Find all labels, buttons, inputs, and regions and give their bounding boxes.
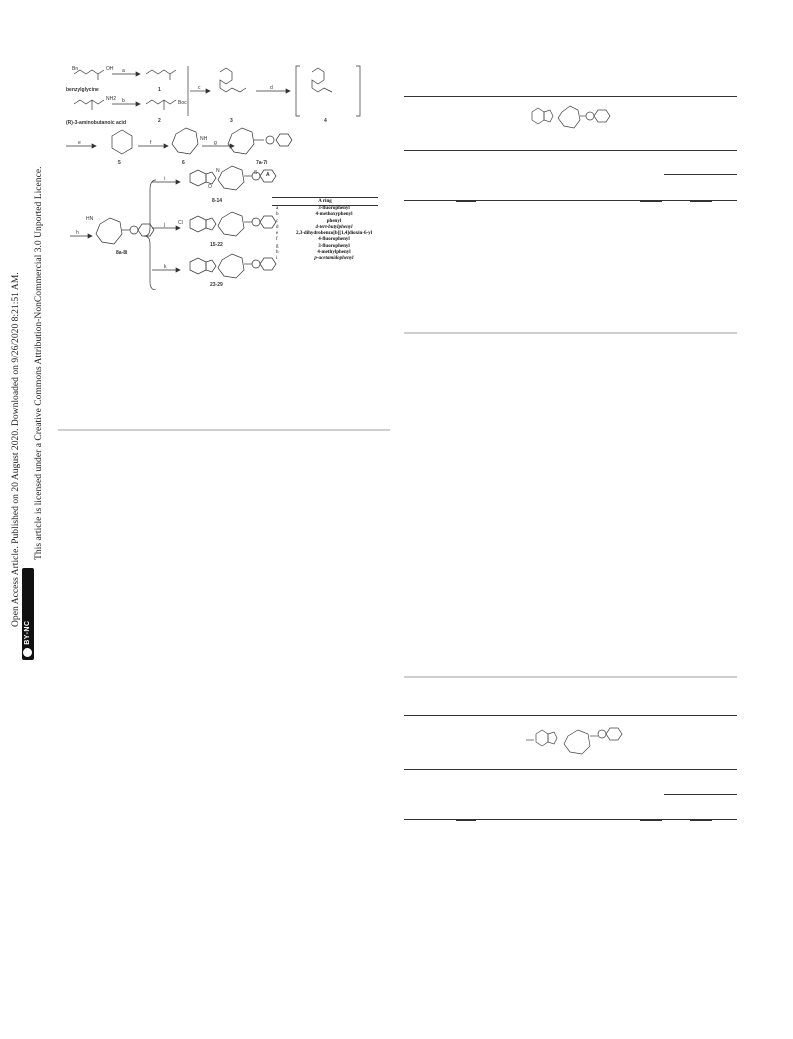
ring-a-label: A <box>266 172 270 178</box>
compound-7: 7a-7i <box>256 160 268 166</box>
table1-structure <box>528 104 612 132</box>
table2-structure <box>524 722 628 762</box>
atom-bn: Bn <box>72 66 79 72</box>
reagent-e: e <box>78 140 81 146</box>
compound-23-29: 23-29 <box>210 282 223 288</box>
table-row: a 3-fluorophenyl <box>276 206 350 211</box>
table2-subheader-rule <box>664 794 737 795</box>
table2-mark-2 <box>640 819 662 821</box>
table2-mark-1 <box>456 819 476 821</box>
table-row: g 3-fluorophenyl <box>276 243 350 249</box>
table-row: e 2,3-dihydrobenzo[b][1,4]dioxin-6-yl <box>276 231 373 237</box>
table2-column-rule <box>404 819 737 820</box>
table1-mark-2 <box>640 200 662 202</box>
table-row: i p-acetamidophenyl <box>276 256 354 262</box>
compound-15-22: 15-22 <box>210 242 223 248</box>
compound-8-14: 8-14 <box>212 198 223 204</box>
table1-bottom-divider <box>404 332 737 334</box>
atom-nh2: NH2 <box>106 96 117 102</box>
table1-subheader-rule <box>664 174 737 175</box>
table1-mark-3 <box>690 200 712 202</box>
table-row: h 4-methylphenyl <box>276 250 351 256</box>
atom-nh: NH <box>200 136 208 142</box>
table-row: f 4-fluorophenyl <box>276 237 350 243</box>
atom-boc: Boc <box>178 100 187 106</box>
atom-hn: HN <box>86 216 94 222</box>
compound-1: 1 <box>158 87 161 93</box>
table1-top-rule <box>404 96 737 97</box>
a-ring-table <box>272 197 378 263</box>
compound-5: 5 <box>118 160 121 166</box>
reagent-c: c <box>198 85 201 91</box>
cc-badge-label: cc BY-NC <box>24 620 31 656</box>
left-column-divider <box>58 429 390 431</box>
table2-top-rule <box>404 715 737 716</box>
cc-license-badge[interactable] <box>22 568 34 660</box>
label-aminobutanoic: (R)-3-aminobutanoic acid <box>66 120 127 126</box>
reagent-a: a <box>122 68 125 74</box>
atom-o: O <box>208 184 212 190</box>
license-line-1: Open Access Article. Published on 20 August 2020. Downloaded on 9/26/2020 8:21:51 AM. <box>10 272 21 627</box>
table1-column-rule <box>404 200 737 201</box>
reagent-f: f <box>150 140 152 146</box>
compound-4: 4 <box>324 118 327 124</box>
table-row: b 4-methoxyphenyl <box>276 212 353 218</box>
table-row: c phenyl <box>276 218 342 224</box>
license-line-2: This article is licensed under a Creative Commons Attribution-NonCommercial 3.0 Unported Licence. <box>33 166 44 560</box>
atom-n: N <box>216 168 220 174</box>
atom-s: S <box>254 170 258 176</box>
table1-mark-1 <box>456 200 476 202</box>
reagent-k: k <box>164 264 167 270</box>
reagent-g: g <box>214 140 217 146</box>
license-strip <box>0 0 46 1039</box>
table2-top-divider <box>404 676 737 678</box>
reagent-h: h <box>76 230 79 236</box>
table2-mark-3 <box>690 819 712 821</box>
compound-3: 3 <box>230 118 233 124</box>
label-benzylglycine: benzylglycine <box>66 87 99 93</box>
a-ring-header: A ring <box>272 197 378 206</box>
atom-cl: Cl <box>178 220 183 226</box>
atom-oh: OH <box>106 66 114 72</box>
table1-header-rule <box>404 150 737 151</box>
table-row: d 4-tert-butylphenyl <box>276 224 353 230</box>
compound-8: 8a-8i <box>116 250 128 256</box>
reagent-d: d <box>270 85 273 91</box>
reagent-i: i <box>164 176 166 182</box>
table2-header-rule <box>404 769 737 770</box>
reagent-b: b <box>122 98 125 104</box>
compound-2: 2 <box>158 118 161 124</box>
reagent-j: j <box>164 222 166 228</box>
compound-6: 6 <box>182 160 185 166</box>
